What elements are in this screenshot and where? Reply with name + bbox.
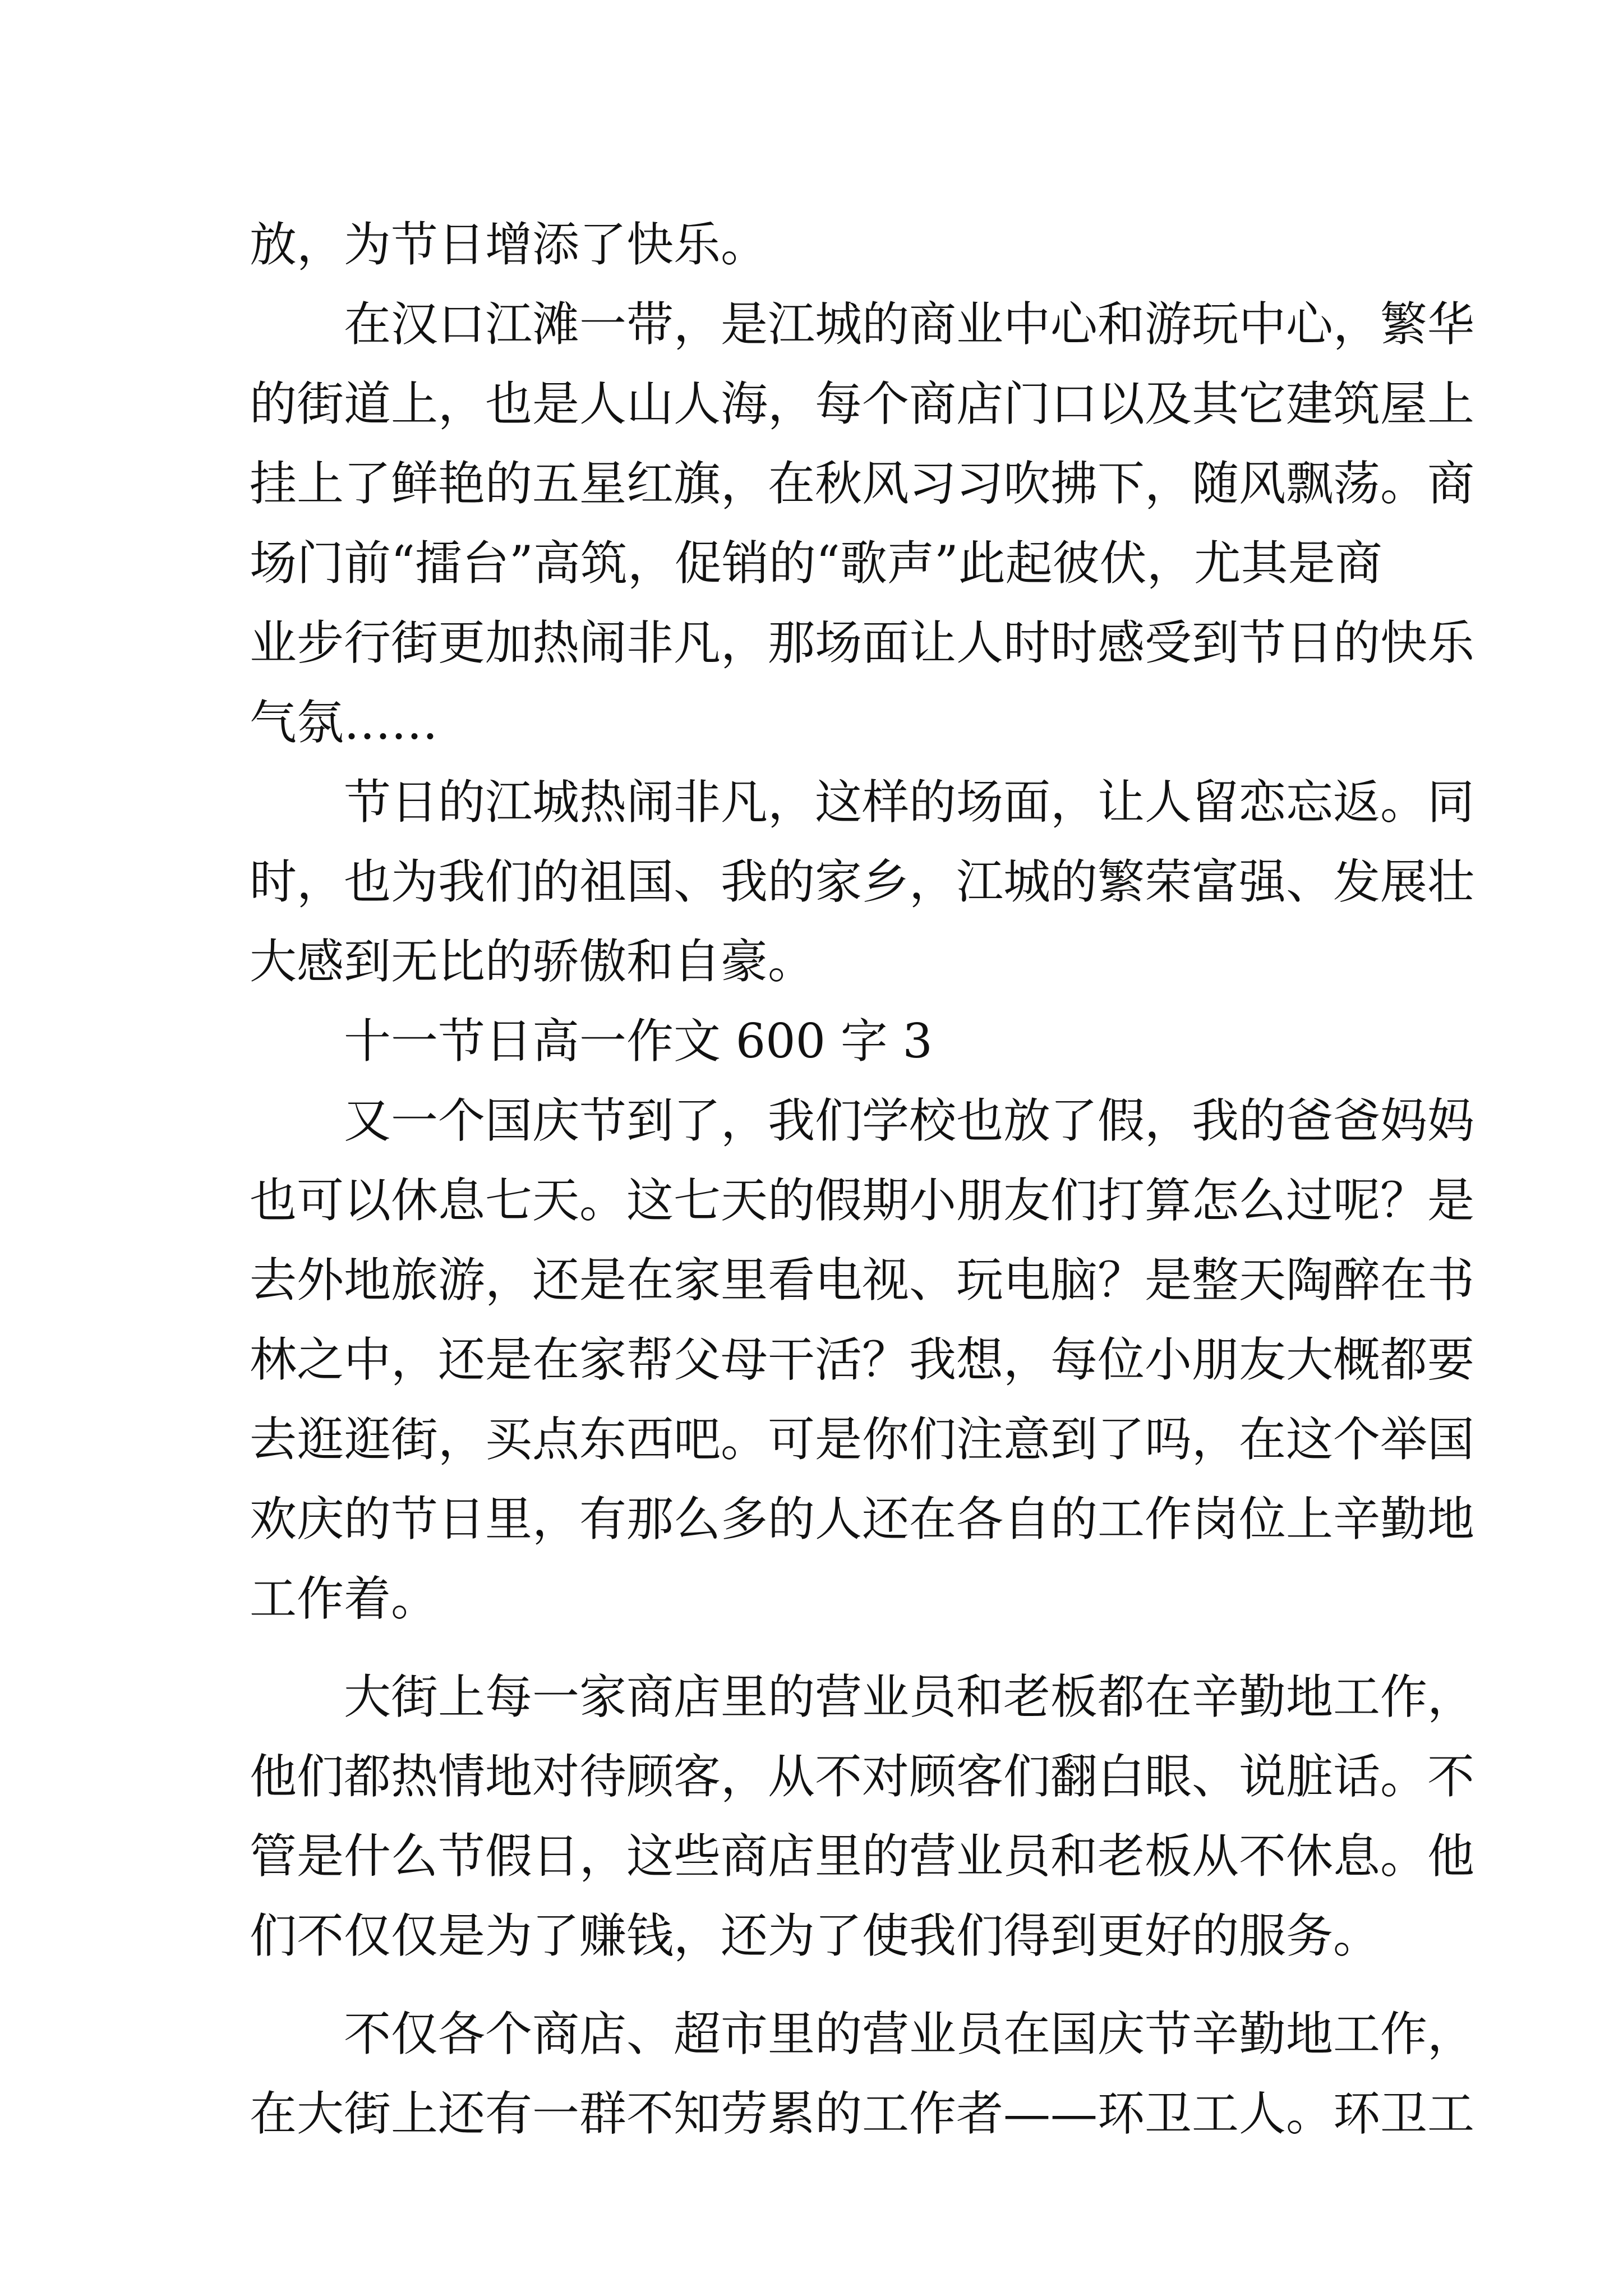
text-line: 也可以休息七天。这七天的假期小朋友们打算怎么过呢？是 <box>250 1173 1475 1228</box>
text-line: 时，也为我们的祖国、我的家乡，江城的繁荣富强、发展壮 <box>250 854 1475 909</box>
text-line: 放，为节日增添了快乐。 <box>250 217 768 272</box>
text-line: 管是什么节假日，这些商店里的营业员和老板从不休息。他 <box>250 1829 1475 1884</box>
text-line: 林之中，还是在家帮父母干活？我想，每位小朋友大概都要 <box>250 1332 1475 1387</box>
text-line: 他们都热情地对待顾客，从不对顾客们翻白眼、说脏话。不 <box>250 1749 1475 1804</box>
text-line: 去逛逛街，买点东西吧。可是你们注意到了吗，在这个举国 <box>250 1412 1475 1467</box>
paragraph-start-line: 节日的江城热闹非凡，这样的场面，让人留恋忘返。同 <box>344 775 1475 830</box>
text-line: 工作着。 <box>250 1571 439 1626</box>
text-line: 欢庆的节日里，有那么多的人还在各自的工作岗位上辛勤地 <box>250 1492 1475 1547</box>
paragraph-start-line: 又一个国庆节到了，我们学校也放了假，我的爸爸妈妈 <box>344 1093 1475 1148</box>
section-heading: 十一节日高一作文 600 字 3 <box>344 1014 933 1069</box>
text-line: 的街道上，也是人山人海，每个商店门口以及其它建筑屋上 <box>250 376 1475 431</box>
document-body <box>250 205 1475 2154</box>
paragraph-start-line: 在汉口江滩一带，是江城的商业中心和游玩中心，繁华 <box>344 297 1475 352</box>
text-line: 气氛…… <box>250 695 439 750</box>
text-line: 大感到无比的骄傲和自豪。 <box>250 934 815 989</box>
text-line: 在大街上还有一群不知劳累的工作者——环卫工人。环卫工 <box>250 2086 1475 2141</box>
text-line: 业步行街更加热闹非凡，那场面让人时时感受到节日的快乐 <box>250 615 1475 670</box>
paragraph-start-line: 大街上每一家商店里的营业员和老板都在辛勤地工作， <box>344 1669 1475 1724</box>
text-line: 场门前“擂台”高筑，促销的“歌声”此起彼伏，尤其是商 <box>250 536 1382 591</box>
paragraph-start-line: 不仅各个商店、超市里的营业员在国庆节辛勤地工作， <box>344 2007 1475 2062</box>
text-line: 去外地旅游，还是在家里看电视、玩电脑？是整天陶醉在书 <box>250 1253 1475 1308</box>
text-line: 们不仅仅是为了赚钱，还为了使我们得到更好的服务。 <box>250 1908 1381 1963</box>
text-line: 挂上了鲜艳的五星红旗，在秋风习习吹拂下，随风飘荡。商 <box>250 456 1475 511</box>
